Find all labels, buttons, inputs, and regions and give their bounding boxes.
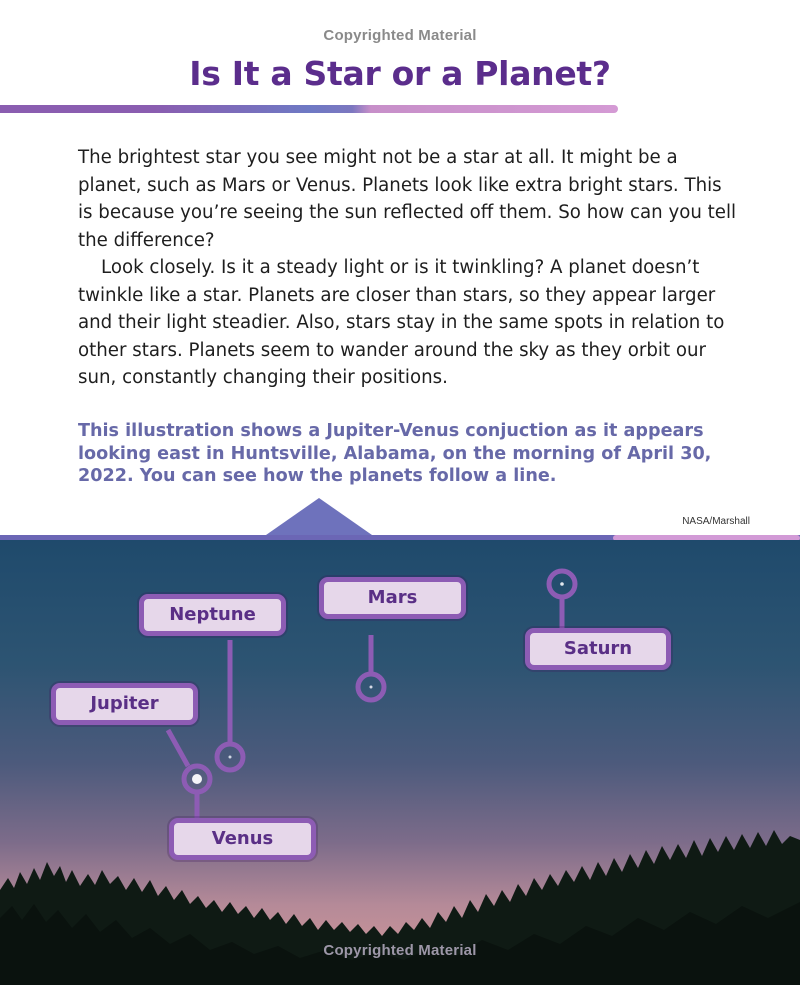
night-sky-illustration: [0, 540, 800, 985]
body-paragraph-1: The brightest star you see might not be a star at all. It might be a planet, such as Mars or Venus. Planets look like extra bright stars. This is because you’re seeing the sun reflected off them. So how can you tell the difference?: [78, 147, 737, 251]
copyright-watermark-bottom: Copyrighted Material: [323, 942, 477, 959]
venus-label: Venus: [169, 818, 316, 860]
title-underline-bar: [0, 105, 618, 113]
neptune-label: Neptune: [139, 594, 286, 636]
page-title: Is It a Star or a Planet?: [189, 54, 611, 93]
photo-credit: NASA/Marshall: [682, 516, 750, 527]
illustration-caption: This illustration shows a Jupiter-Venus conjuction as it appears looking east in Huntsville, Alabama, on the morning of April 30, 2022. You can see how the planets follow a line.: [78, 421, 712, 486]
neptune-dot: [229, 756, 232, 759]
pointer-triangle: [266, 498, 372, 535]
jupiter-venus-bright-dot: [192, 774, 202, 784]
body-paragraph-2: Look closely. Is it a steady light or is it twinkling? A planet doesn’t twinkle like a star. Planets are closer than stars, so they appear larger and their light steadier. Also, stars stay in the same spots in relation to other stars. Planets seem to wander around the sky as they orbit our sun, constantly changing their positions.: [78, 257, 725, 388]
saturn-dot: [560, 582, 564, 586]
body-text: [78, 144, 738, 392]
jupiter-label: Jupiter: [51, 683, 198, 725]
mars-dot: [370, 686, 373, 689]
mars-label: Mars: [319, 577, 466, 619]
copyright-watermark-top: Copyrighted Material: [323, 27, 477, 44]
saturn-label: Saturn: [525, 628, 671, 670]
